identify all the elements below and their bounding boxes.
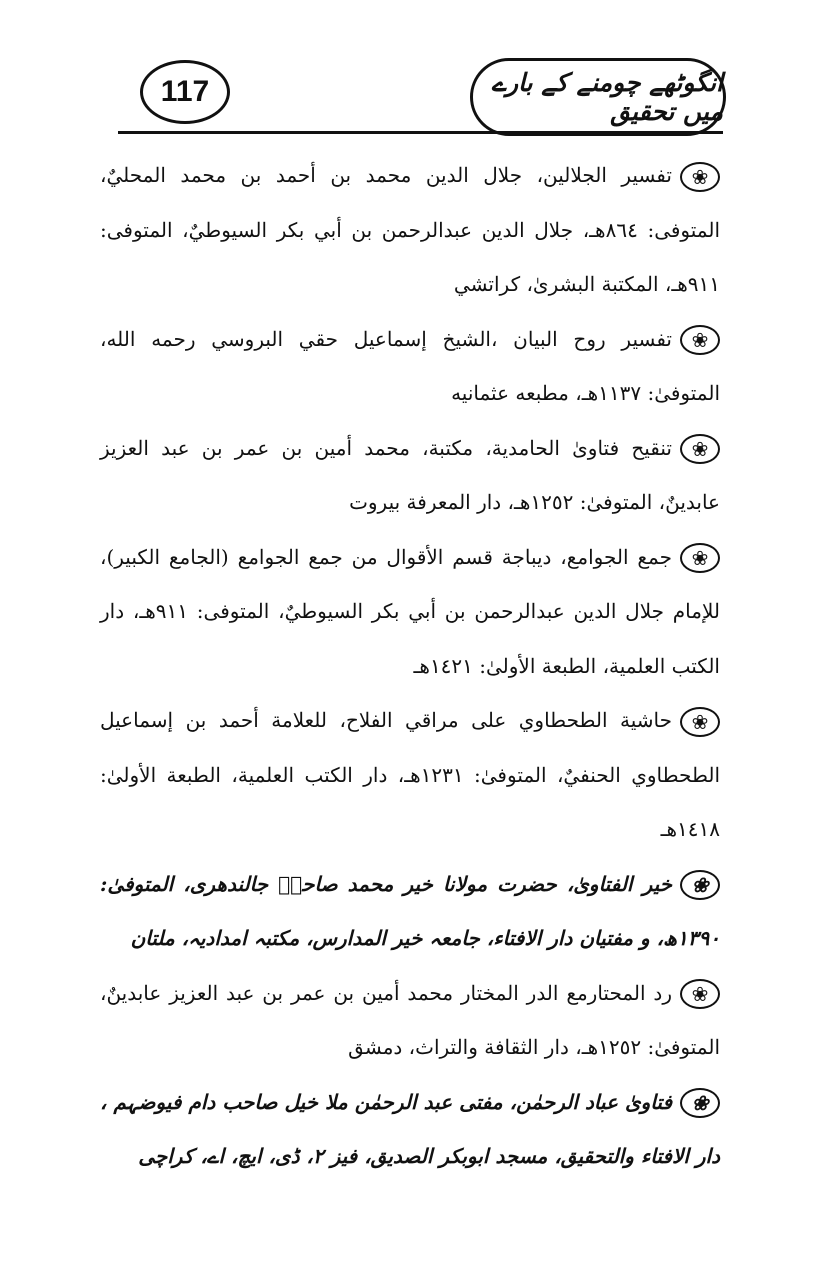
- list-item: ❀رد المحتارمع الدر المختار محمد أمين بن عمر بن عبد العزيز عابدينٌ، المتوفىٰ: ١٢٥٢هـ، دار الثقافة والتراث، دمشق: [100, 966, 720, 1075]
- flower-bullet-icon: [680, 707, 720, 737]
- running-header-title: انگوٹھے چومنے کے بارے میں تحقیق: [470, 58, 726, 136]
- header-divider: [118, 131, 723, 134]
- flower-bullet-icon: [680, 162, 720, 192]
- list-item: ❀جمع الجوامع، ديباجة قسم الأقوال من جمع الجوامع (الجامع الكبير)، للإمام جلال الدين عبدالرحمن بن أبي بكر السيوطيٌ، المتوفى: ٩١١هـ، دار الكتب العلمية، الطبعة الأولىٰ: ١٤٢١هـ: [100, 530, 720, 694]
- flower-bullet-icon: [680, 325, 720, 355]
- flower-bullet-icon: [680, 543, 720, 573]
- list-item: ❀فتاویٰ عباد الرحمٰن، مفتی عبد الرحمٰن ملا خیل صاحب دام فیوضہم ، دار الافتاء والتحقیق، مسجد ابوبکر الصدیق، فیز ۲، ڈی، ایچ، اے، کراچی: [100, 1075, 720, 1184]
- list-item: ❀تنقيح فتاوىٰ الحامدية، مكتبة، محمد أمين بن عمر بن عبد العزيز عابدينٌ، المتوفىٰ: ١٢٥٢هـ، دار المعرفة بيروت: [100, 421, 720, 530]
- flower-bullet-icon: [680, 434, 720, 464]
- list-item: ❀حاشية الطحطاوي على مراقي الفلاح، للعلامة أحمد بن إسماعيل الطحطاوي الحنفيٌ، المتوفىٰ: ١٢٣١هـ، دار الكتب العلمية، الطبعة الأولىٰ: ١٤١٨هـ: [100, 693, 720, 857]
- bibliography-list: [100, 148, 720, 1184]
- page-number: 117: [140, 60, 230, 124]
- list-item: ❀خیر الفتاوىٰ، حضرت مولانا خیر محمد صاحبؒ جالندھری، المتوفیٰ: ۱۳۹۰ھ، و مفتیان دار الافتاء، جامعہ خیر المدارس، مکتبہ امدادیہ، ملتان: [100, 857, 720, 966]
- flower-bullet-icon: [680, 979, 720, 1009]
- flower-bullet-icon: [680, 870, 720, 900]
- flower-bullet-icon: [680, 1088, 720, 1118]
- list-item: ❀تفسير الجلالين، جلال الدين محمد بن أحمد بن محمد المحليٌ، المتوفى: ٨٦٤هـ، جلال الدين عبدالرحمن بن أبي بكر السيوطيٌ، المتوفى: ٩١١هـ، المكتبة البشرىٰ، كراتشي: [100, 148, 720, 312]
- list-item: ❀تفسير روح البيان ،الشيخ إسماعيل حقي البروسي رحمه الله، المتوفىٰ: ١١٣٧هـ، مطبعه عثمانيه: [100, 312, 720, 421]
